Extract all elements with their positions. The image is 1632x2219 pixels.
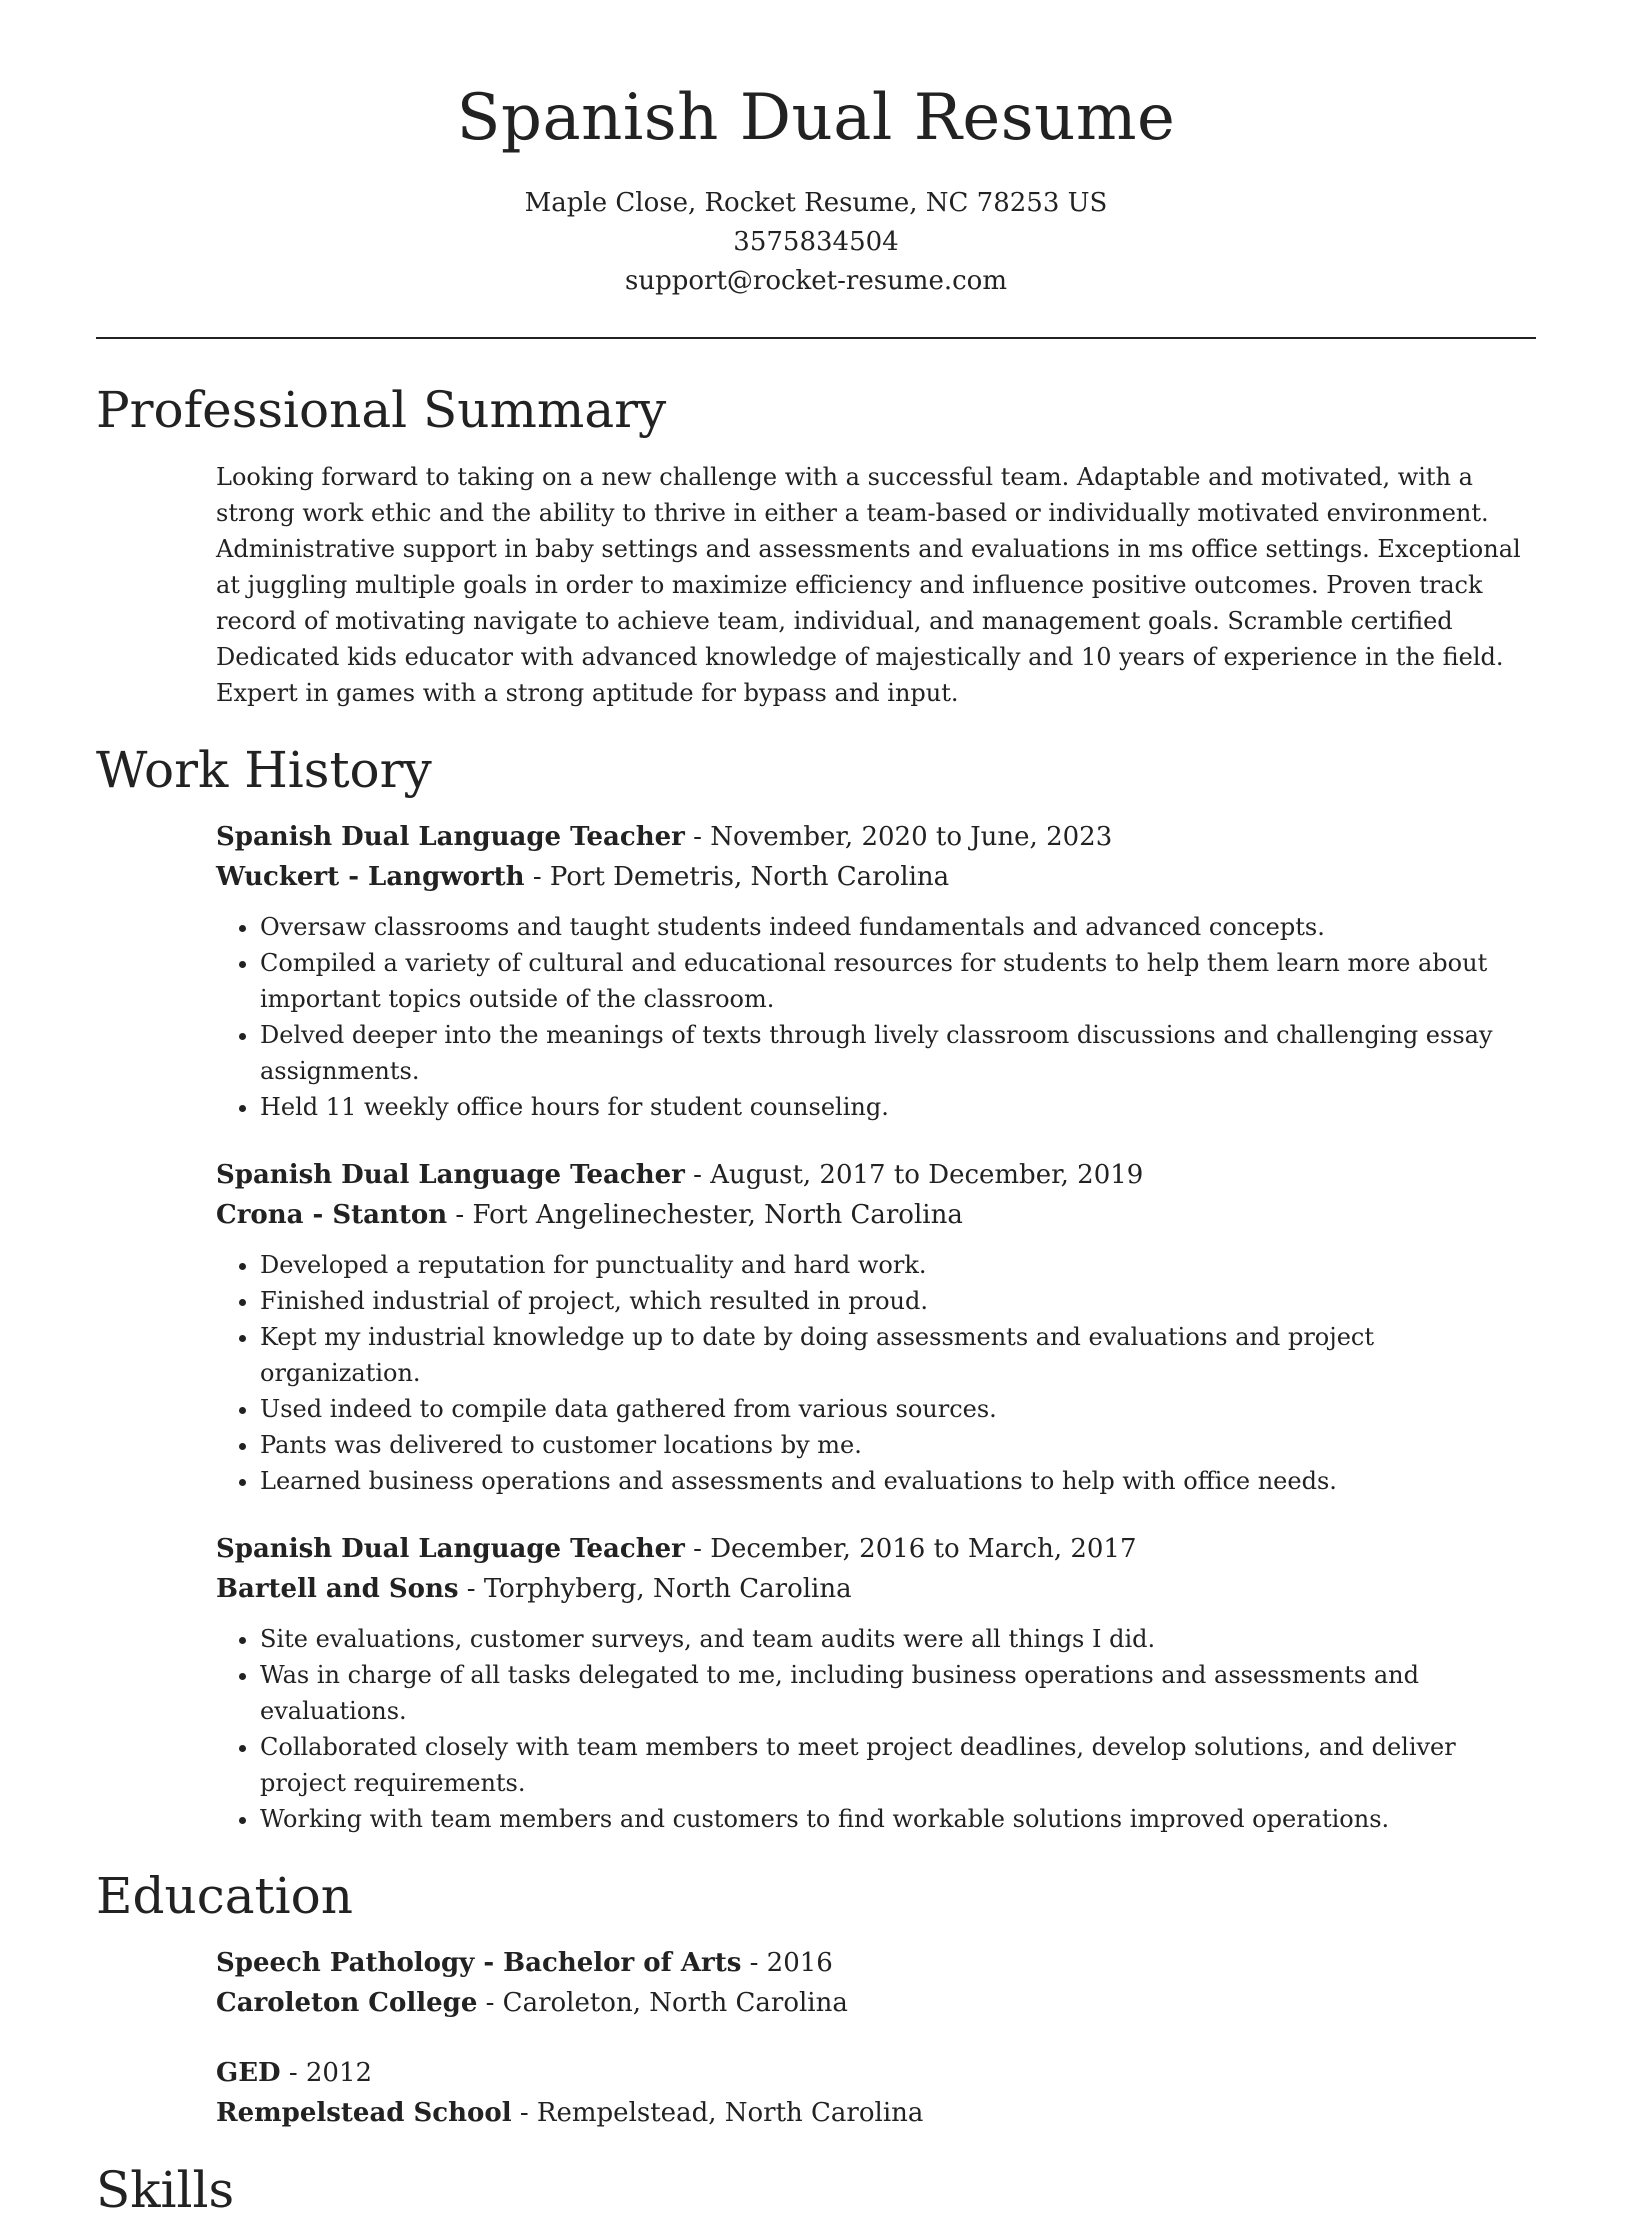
job-company-line [216, 1569, 1538, 1609]
contact-email: support@rocket-resume.com [624, 266, 1007, 296]
resume-header [96, 0, 1536, 301]
job-bullet: • Held 11 weekly office hours for student counseling. [260, 1089, 1538, 1125]
job-company-line [216, 857, 1538, 897]
job-bullets [216, 1621, 1538, 1837]
job-title-line [216, 1155, 1538, 1195]
education-section [216, 1943, 1538, 2133]
education-location: - Rempelstead, North Carolina [511, 2098, 924, 2128]
job-role: Spanish Dual Language Teacher [216, 822, 685, 852]
job-bullet: • Working with team members and customers to find workable solutions improved operations. [260, 1801, 1538, 1837]
education-heading: Education [96, 1867, 353, 1925]
summary-text: Looking forward to taking on a new challenge with a successful team. Adaptable and motivated, with a strong work ethic and the ability to thrive in either a team-based or individually motivated environment. Administrative support in baby settings and assessments and evaluations in ms office settings. Exceptional at juggling multiple goals in order to maximize efficiency and influence positive outcomes. Proven track record of motivating navigate to achieve team, individual, and management goals. Scramble certified Dedicated kids educator with advanced knowledge of majestically and 10 years of experience in the field. Expert in games with a strong aptitude for bypass and input. [216, 463, 1521, 707]
job-bullet: • Delved deeper into the meanings of texts through lively classroom discussions and challenging essay assignments. [260, 1017, 1538, 1089]
job-entry [216, 1155, 1538, 1499]
job-bullet: • Site evaluations, customer surveys, and team audits were all things I did. [260, 1621, 1538, 1657]
education-degree: Speech Pathology - Bachelor of Arts [216, 1948, 742, 1978]
job-bullet: • Compiled a variety of cultural and educational resources for students to help them learn more about important topics outside of the classroom. [260, 945, 1538, 1017]
resume-name: Spanish Dual Resume [456, 81, 1176, 155]
job-bullet: • Kept my industrial knowledge up to date by doing assessments and evaluations and project organization. [260, 1319, 1538, 1391]
job-bullet: • Used indeed to compile data gathered from various sources. [260, 1391, 1538, 1427]
education-school: Caroleton College [216, 1988, 478, 2018]
job-location: - Torphyberg, North Carolina [458, 1574, 852, 1604]
work-history-heading: Work History [96, 741, 432, 799]
contact-address: Maple Close, Rocket Resume, NC 78253 US [524, 188, 1108, 218]
job-dates: - December, 2016 to March, 2017 [684, 1534, 1137, 1564]
job-location: - Fort Angelinechester, North Carolina [447, 1200, 963, 1230]
education-year: - 2012 [280, 2058, 373, 2088]
job-company: Crona - Stanton [216, 1200, 448, 1230]
job-dates: - August, 2017 to December, 2019 [684, 1160, 1144, 1190]
job-entry [216, 817, 1538, 1125]
education-location: - Caroleton, North Carolina [477, 1988, 848, 2018]
resume-page [96, 0, 1536, 2219]
job-dates: - November, 2020 to June, 2023 [684, 822, 1113, 852]
work-history-section [216, 817, 1538, 1837]
job-location: - Port Demetris, North Carolina [524, 862, 950, 892]
job-bullet: • Developed a reputation for punctuality and hard work. [260, 1247, 1538, 1283]
job-entry [216, 1529, 1538, 1837]
job-bullet: • Oversaw classrooms and taught students indeed fundamentals and advanced concepts. [260, 909, 1538, 945]
job-title-line [216, 817, 1538, 857]
skills-heading: Skills [96, 2161, 235, 2219]
education-school: Rempelstead School [216, 2098, 512, 2128]
education-entry [216, 1943, 1538, 2023]
job-title-line [216, 1529, 1538, 1569]
header-divider [96, 337, 1536, 339]
education-degree-line [216, 1943, 1538, 1983]
job-bullet: • Pants was delivered to customer locations by me. [260, 1427, 1538, 1463]
job-bullet: • Learned business operations and assessments and evaluations to help with office needs. [260, 1463, 1538, 1499]
job-company: Bartell and Sons [216, 1574, 459, 1604]
job-role: Spanish Dual Language Teacher [216, 1534, 685, 1564]
job-company: Wuckert - Langworth [216, 862, 525, 892]
education-year: - 2016 [741, 1948, 833, 1978]
job-bullet: • Was in charge of all tasks delegated to me, including business operations and assessments and evaluations. [260, 1657, 1538, 1729]
job-bullet: • Collaborated closely with team members to meet project deadlines, develop solutions, and deliver project requirements. [260, 1729, 1538, 1801]
job-company-line [216, 1195, 1538, 1235]
summary-section [216, 459, 1538, 711]
job-bullets [216, 909, 1538, 1125]
job-bullet: • Finished industrial of project, which resulted in proud. [260, 1283, 1538, 1319]
job-role: Spanish Dual Language Teacher [216, 1160, 685, 1190]
education-degree-line [216, 2053, 1538, 2093]
education-degree: GED [216, 2058, 281, 2088]
education-entry [216, 2053, 1538, 2133]
summary-heading: Professional Summary [96, 381, 667, 439]
education-school-line [216, 2093, 1538, 2133]
education-school-line [216, 1983, 1538, 2023]
contact-phone: 3575834504 [733, 227, 899, 257]
job-bullets [216, 1247, 1538, 1499]
